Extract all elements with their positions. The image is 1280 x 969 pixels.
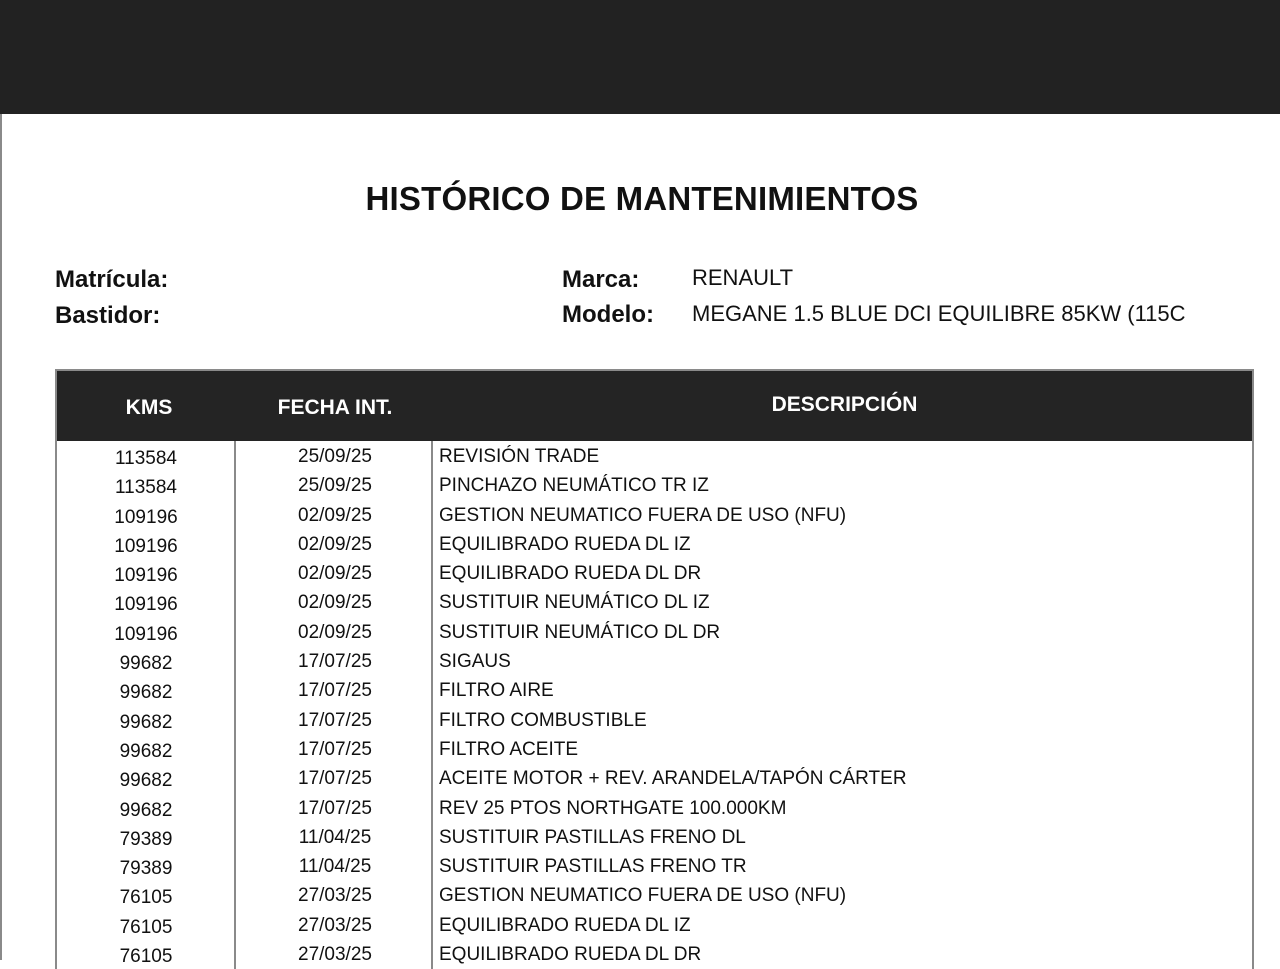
cell-descripcion: SIGAUS <box>439 651 511 673</box>
table-row <box>57 470 1254 499</box>
cell-descripcion: EQUILIBRADO RUEDA DL DR <box>439 944 702 966</box>
cell-descripcion: REVISIÓN TRADE <box>439 446 600 467</box>
table-row <box>57 939 1254 968</box>
cell-fecha: 17/07/25 <box>298 768 372 790</box>
cell-fecha: 11/04/25 <box>298 826 372 848</box>
modelo-value: MEGANE 1.5 BLUE DCI EQUILIBRE 85KW (115C <box>692 301 1186 326</box>
table-row <box>57 910 1254 939</box>
table-body <box>57 441 1254 968</box>
cell-kms: 109196 <box>114 506 178 528</box>
cell-descripcion: SUSTITUIR PASTILLAS FRENO TR <box>439 856 747 878</box>
table-row <box>57 763 1254 792</box>
cell-fecha: 17/07/25 <box>298 680 372 702</box>
document-page <box>0 114 1280 968</box>
cell-kms: 109196 <box>114 535 178 557</box>
page-title: HISTÓRICO DE MANTENIMIENTOS <box>365 180 919 217</box>
table-row <box>57 587 1254 616</box>
cell-descripcion: SUSTITUIR PASTILLAS FRENO DL <box>439 826 746 848</box>
cell-descripcion: EQUILIBRADO RUEDA DL DR <box>439 563 702 585</box>
cell-fecha: 27/03/25 <box>298 885 372 907</box>
cell-fecha: 25/09/25 <box>298 475 372 497</box>
table-row <box>57 617 1254 646</box>
cell-descripcion: FILTRO COMBUSTIBLE <box>439 709 647 731</box>
table-row <box>57 646 1254 675</box>
cell-kms: 79389 <box>119 828 173 850</box>
header-kms: KMS <box>125 396 173 419</box>
cell-kms: 99682 <box>119 740 173 762</box>
cell-fecha: 02/09/25 <box>298 592 372 614</box>
table-row <box>57 880 1254 909</box>
cell-kms: 76105 <box>119 887 173 909</box>
table-row <box>57 441 1254 470</box>
cell-fecha: 02/09/25 <box>298 621 372 643</box>
matricula-label: Matrícula: <box>55 266 169 293</box>
cell-fecha: 02/09/25 <box>298 504 372 526</box>
cell-kms: 113584 <box>115 477 177 499</box>
modelo-label: Modelo: <box>562 301 654 328</box>
cell-kms: 99682 <box>119 770 173 792</box>
cell-fecha: 02/09/25 <box>298 533 372 555</box>
header-fecha: FECHA INT. <box>277 396 393 419</box>
table-row <box>57 558 1254 587</box>
table-row <box>57 851 1254 880</box>
cell-fecha: 11/04/25 <box>298 856 372 878</box>
cell-descripcion: GESTION NEUMATICO FUERA DE USO (NFU) <box>439 885 847 907</box>
bastidor-label: Bastidor: <box>55 302 161 329</box>
table-row <box>57 793 1254 822</box>
cell-fecha: 17/07/25 <box>298 797 372 819</box>
table-row <box>57 529 1254 558</box>
cell-descripcion: PINCHAZO NEUMÁTICO TR IZ <box>439 475 709 497</box>
cell-kms: 99682 <box>119 799 173 821</box>
cell-descripcion: FILTRO ACEITE <box>439 738 579 760</box>
cell-descripcion: GESTION NEUMATICO FUERA DE USO (NFU) <box>439 504 847 526</box>
cell-fecha: 25/09/25 <box>298 446 372 467</box>
cell-descripcion: ACEITE MOTOR + REV. ARANDELA/TAPÓN CÁRTER <box>439 768 907 790</box>
cell-descripcion: REV 25 PTOS NORTHGATE 100.000KM <box>439 797 787 819</box>
table-row <box>57 675 1254 704</box>
cell-kms: 109196 <box>114 623 178 645</box>
cell-kms: 109196 <box>114 594 178 616</box>
cell-fecha: 27/03/25 <box>298 944 372 966</box>
cell-fecha: 27/03/25 <box>298 914 372 936</box>
cell-kms: 99682 <box>119 682 173 704</box>
cell-kms: 79389 <box>119 858 173 880</box>
cell-kms: 76105 <box>119 946 173 968</box>
cell-fecha: 02/09/25 <box>298 563 372 585</box>
cell-fecha: 17/07/25 <box>298 651 372 673</box>
table-header <box>57 371 1254 441</box>
cell-kms: 113584 <box>115 448 177 469</box>
marca-value: RENAULT <box>692 265 794 290</box>
cell-descripcion: EQUILIBRADO RUEDA DL IZ <box>439 533 691 555</box>
cell-kms: 109196 <box>114 565 178 587</box>
cell-descripcion: FILTRO AIRE <box>439 680 554 702</box>
cell-descripcion: SUSTITUIR NEUMÁTICO DL IZ <box>439 592 710 614</box>
marca-label: Marca: <box>562 266 640 293</box>
table-row <box>57 500 1254 529</box>
top-bar <box>0 0 1280 114</box>
cell-kms: 99682 <box>119 653 173 675</box>
cell-fecha: 17/07/25 <box>298 738 372 760</box>
table-row <box>57 822 1254 851</box>
cell-fecha: 17/07/25 <box>298 709 372 731</box>
cell-descripcion: EQUILIBRADO RUEDA DL IZ <box>439 914 691 936</box>
cell-descripcion: SUSTITUIR NEUMÁTICO DL DR <box>439 621 721 643</box>
cell-kms: 99682 <box>119 711 173 733</box>
maintenance-table <box>55 369 1254 969</box>
header-descripcion: DESCRIPCIÓN <box>771 393 918 416</box>
table-row <box>57 734 1254 763</box>
table-row <box>57 705 1254 734</box>
cell-kms: 76105 <box>119 916 173 938</box>
